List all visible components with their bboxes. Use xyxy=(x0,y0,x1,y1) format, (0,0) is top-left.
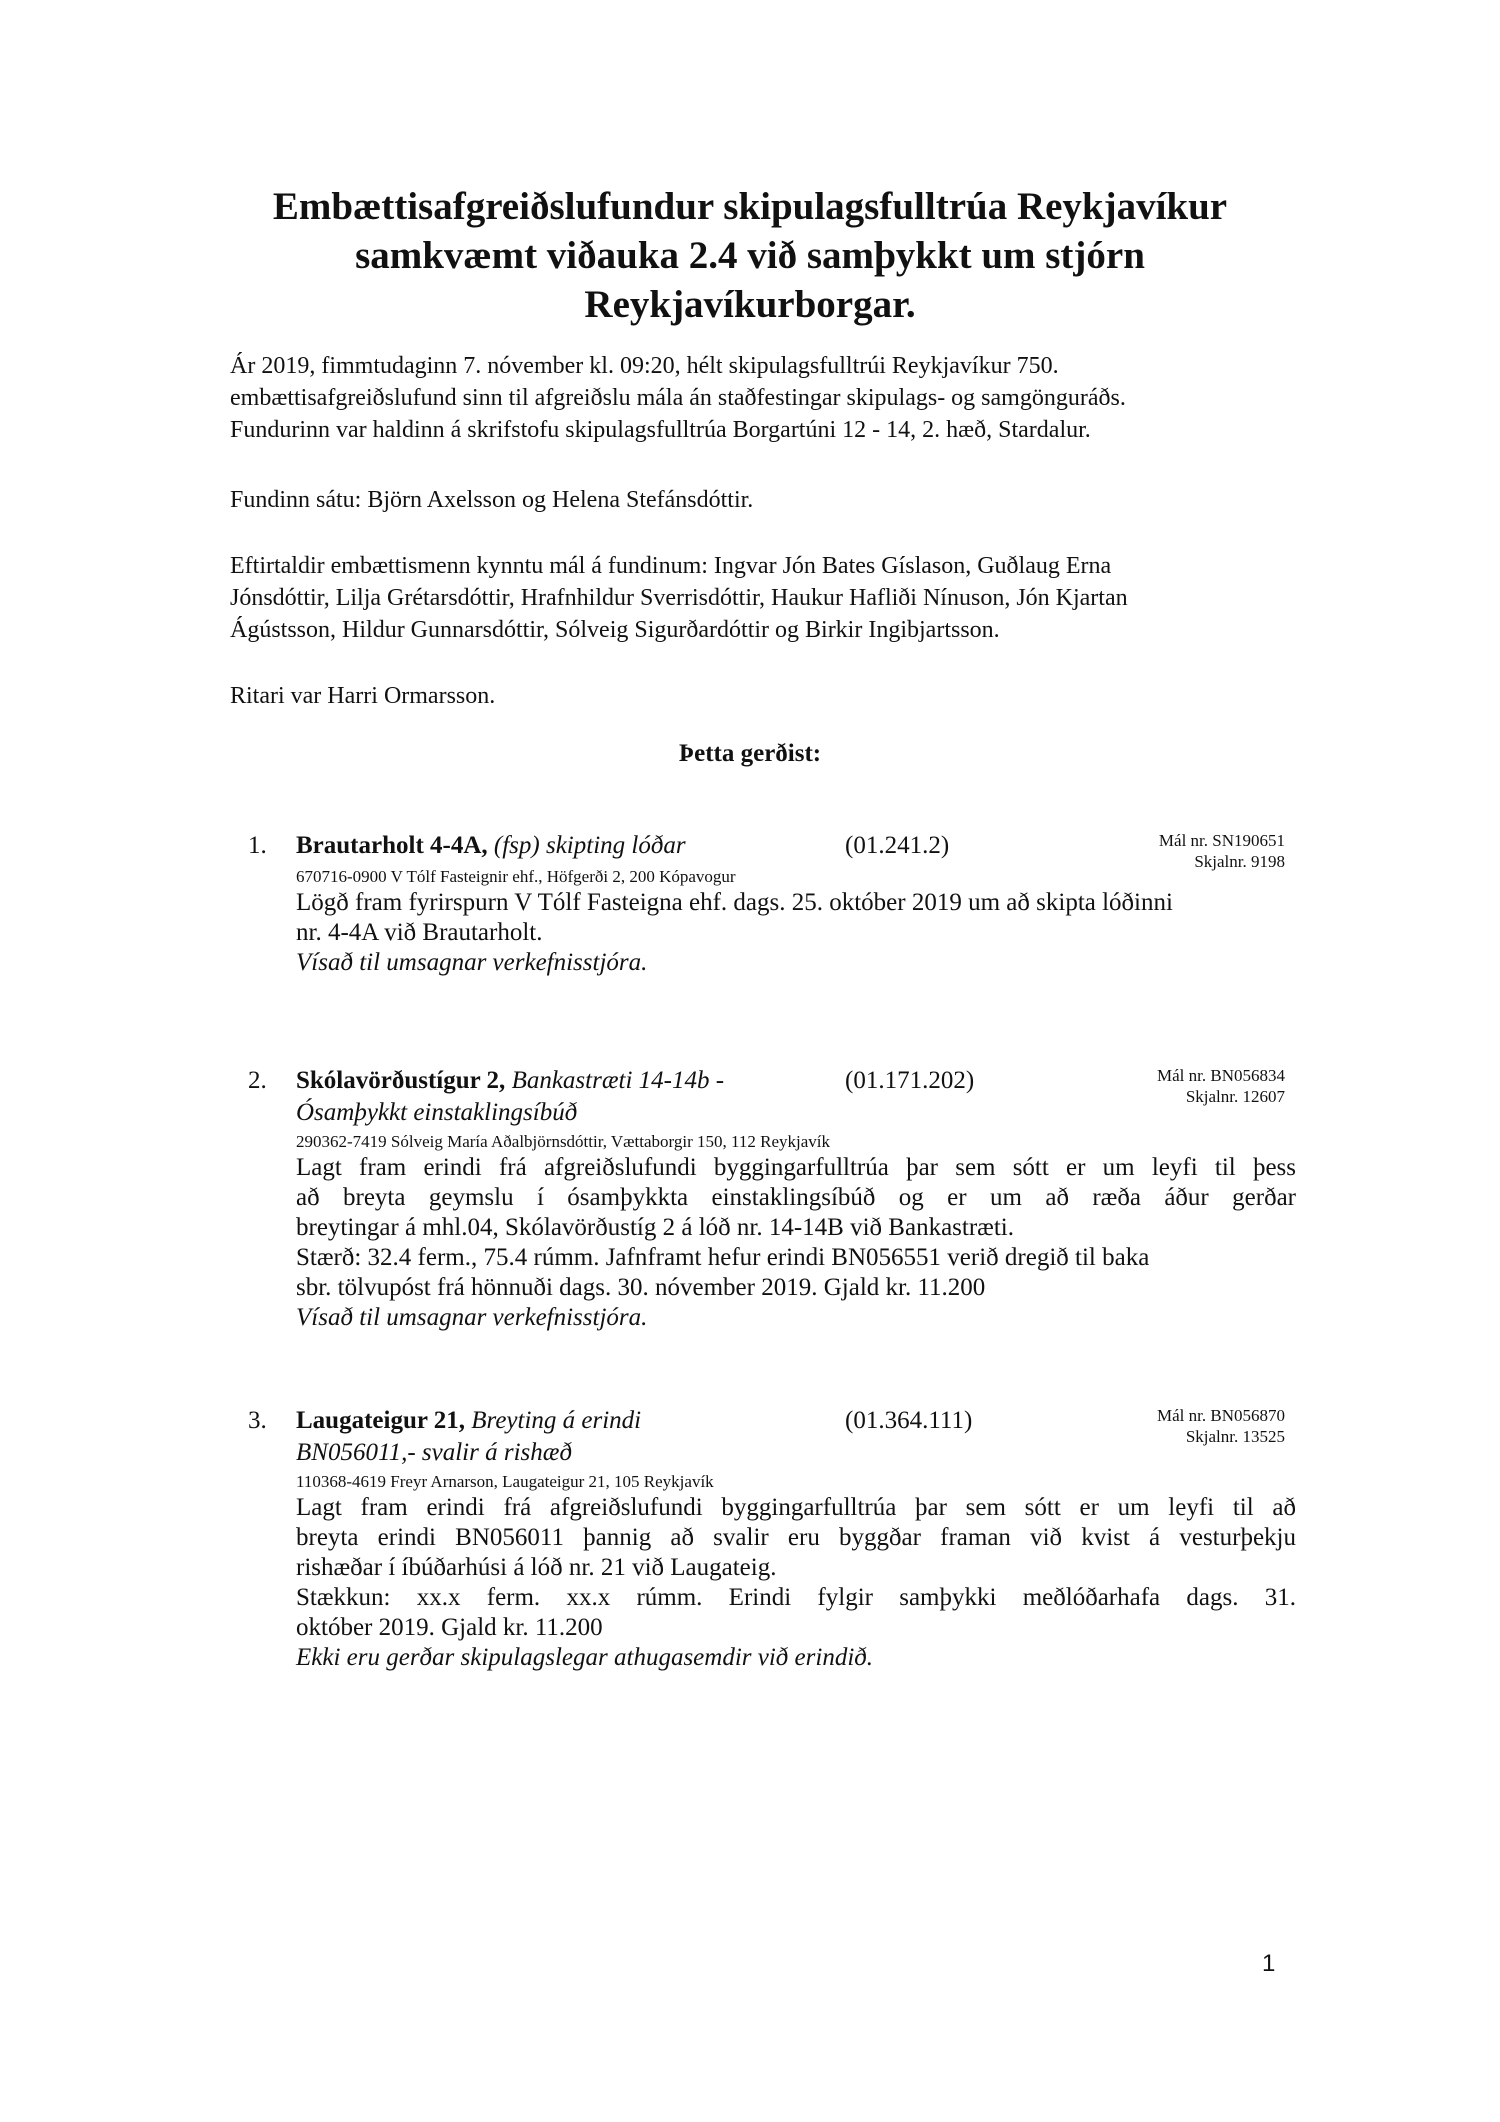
item-land-number: (01.364.111) xyxy=(845,1407,973,1434)
item-body xyxy=(296,888,1296,978)
officials-line: Eftirtaldir embættismenn kynntu mál á fundinum: Ingvar Jón Bates Gíslason, Guðlaug Erna xyxy=(230,553,1112,579)
item-number: 3. xyxy=(248,1407,267,1434)
item-title xyxy=(296,830,816,862)
intro-line: embættisafgreiðslufund sinn til afgreiðslu mála án staðfestingar skipulags- og samgönguráðs. xyxy=(230,385,1126,411)
case-number: Mál nr. BN056834 xyxy=(1157,1066,1285,1085)
item-subject: BN056011,- svalir á rishæð xyxy=(296,1439,572,1466)
body-line: nr. 4-4A við Brautarholt. xyxy=(296,919,543,946)
item-address: Brautarholt 4-4A, xyxy=(296,832,488,859)
item-title xyxy=(296,1405,816,1469)
title-line: Embættisafgreiðslufundur skipulagsfulltrúa Reykjavíkur xyxy=(272,185,1228,228)
case-number: Mál nr. BN056870 xyxy=(1157,1406,1285,1425)
item-number: 2. xyxy=(248,1067,267,1094)
officials-line: Ágústsson, Hildur Gunnarsdóttir, Sólveig Sigurðardóttir og Birkir Ingibjartsson. xyxy=(230,617,1000,643)
item-number: 1. xyxy=(248,832,267,859)
title-line: samkvæmt viðauka 2.4 við samþykkt um stjórn xyxy=(355,234,1145,277)
body-line: Stærð: 32.4 ferm., 75.4 rúmm. Jafnframt hefur erindi BN056551 verið dregið til baka xyxy=(296,1244,1150,1271)
document-number: Skjalnr. 9198 xyxy=(1194,852,1285,871)
section-heading: Þetta gerðist: xyxy=(678,740,822,767)
item-decision: Ekki eru gerðar skipulagslegar athugasemdir við erindið. xyxy=(296,1644,874,1671)
body-line: breytingar á mhl.04, Skólavörðustíg 2 á lóð nr. 14-14B við Bankastræti. xyxy=(296,1214,1014,1241)
item-subject: Breyting á erindi xyxy=(471,1407,642,1434)
item-applicant: 670716-0900 V Tólf Fasteignir ehf., Höfgerði 2, 200 Kópavogur xyxy=(296,867,736,886)
case-number: Mál nr. SN190651 xyxy=(1158,831,1285,850)
body-line: Lögð fram fyrirspurn V Tólf Fasteigna ehf. dags. 25. október 2019 um að skipta lóðinni xyxy=(296,889,1173,916)
item-body xyxy=(296,1493,1296,1673)
body-line: að breyta geymslu í ósamþykkta einstaklingsíbúð og er um að ræða áður gerðar xyxy=(296,1184,1296,1211)
item-address: Laugateigur 21, xyxy=(296,1407,465,1434)
item-address: Skólavörðustígur 2, xyxy=(296,1067,506,1094)
body-line: sbr. tölvupóst frá hönnuði dags. 30. nóvember 2019. Gjald kr. 11.200 xyxy=(296,1274,986,1301)
body-line: breyta erindi BN056011 þannig að svalir eru byggðar framan við kvist á vesturþekju xyxy=(296,1524,1296,1551)
item-reference xyxy=(1157,1405,1285,1447)
item-reference xyxy=(1159,830,1285,872)
secretary-paragraph xyxy=(230,680,1310,712)
attendees-paragraph xyxy=(230,484,1310,516)
body-line: október 2019. Gjald kr. 11.200 xyxy=(296,1614,603,1641)
page-number: 1 xyxy=(1262,1950,1276,1977)
item-body xyxy=(296,1153,1296,1333)
item-applicant: 290362-7419 Sólveig María Aðalbjörnsdóttir, Vættaborgir 150, 112 Reykjavík xyxy=(296,1132,830,1151)
intro-paragraph xyxy=(230,350,1310,446)
item-subject: (fsp) skipting lóðar xyxy=(493,832,686,859)
item-subject: Ósamþykkt einstaklingsíbúð xyxy=(296,1099,578,1126)
item-decision: Vísað til umsagnar verkefnisstjóra. xyxy=(296,949,648,976)
item-applicant: 110368-4619 Freyr Arnarson, Laugateigur 21, 105 Reykjavík xyxy=(296,1472,714,1491)
item-land-number: (01.171.202) xyxy=(845,1067,975,1094)
document-title xyxy=(230,182,1270,329)
intro-line: Fundurinn var haldinn á skrifstofu skipulagsfulltrúa Borgartúni 12 - 14, 2. hæð, Stardalur. xyxy=(230,417,1091,443)
attendees-text: Fundinn sátu: Björn Axelsson og Helena Stefánsdóttir. xyxy=(230,487,754,513)
intro-line: Ár 2019, fimmtudaginn 7. nóvember kl. 09:20, hélt skipulagsfulltrúi Reykjavíkur 750. xyxy=(230,353,1059,379)
title-line: Reykjavíkurborgar. xyxy=(584,283,916,326)
item-land-number: (01.241.2) xyxy=(845,832,950,859)
document-number: Skjalnr. 12607 xyxy=(1185,1087,1285,1106)
officials-line: Jónsdóttir, Lilja Grétarsdóttir, Hrafnhildur Sverrisdóttir, Haukur Hafliði Nínuson, Jón Kjartan xyxy=(230,585,1128,611)
body-line: rishæðar í íbúðarhúsi á lóð nr. 21 við Laugateig. xyxy=(296,1554,777,1581)
item-decision: Vísað til umsagnar verkefnisstjóra. xyxy=(296,1304,648,1331)
officials-paragraph xyxy=(230,550,1310,646)
item-subject: Bankastræti 14-14b - xyxy=(511,1067,725,1094)
item-title xyxy=(296,1065,816,1129)
body-line: Lagt fram erindi frá afgreiðslufundi byggingarfulltrúa þar sem sótt er um leyfi til að xyxy=(296,1494,1296,1521)
secretary-text: Ritari var Harri Ormarsson. xyxy=(230,683,496,709)
document-number: Skjalnr. 13525 xyxy=(1185,1427,1285,1446)
body-line: Stækkun: xx.x ferm. xx.x rúmm. Erindi fylgir samþykki meðlóðarhafa dags. 31. xyxy=(296,1584,1296,1611)
body-line: Lagt fram erindi frá afgreiðslufundi byggingarfulltrúa þar sem sótt er um leyfi til þess xyxy=(296,1154,1296,1181)
item-reference xyxy=(1157,1065,1285,1107)
